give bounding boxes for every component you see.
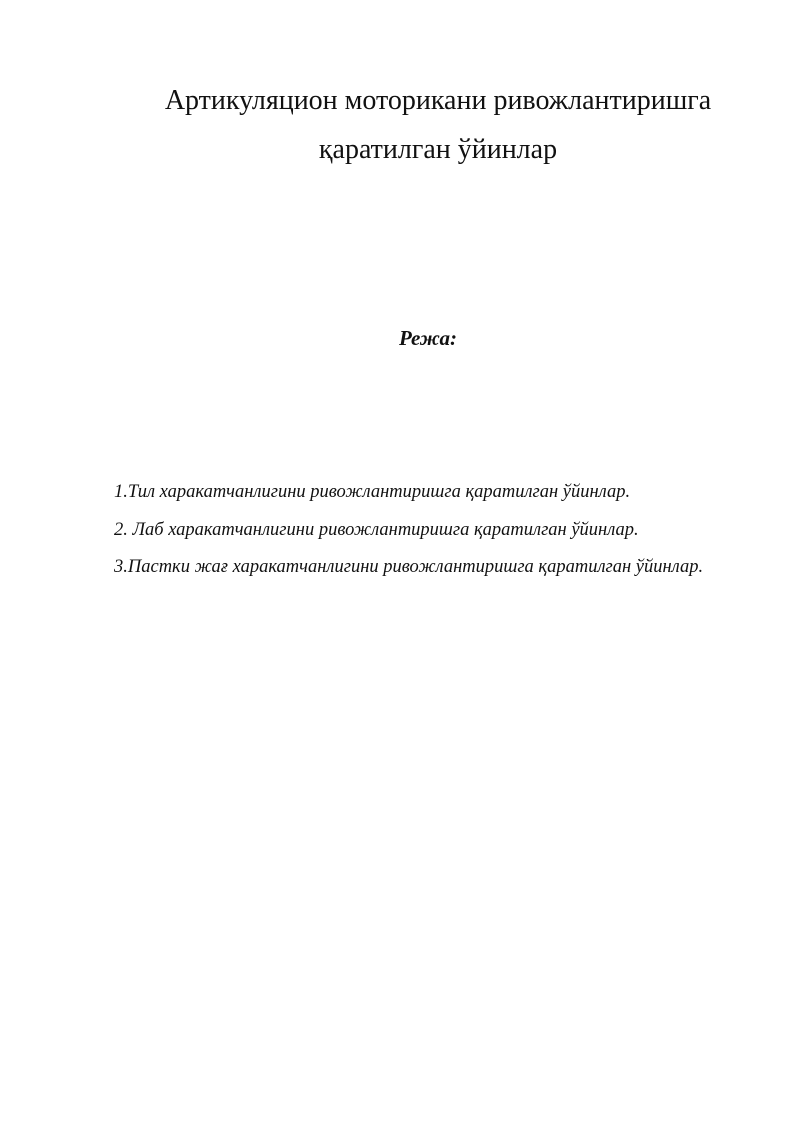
plan-list	[114, 474, 728, 587]
plan-item-3: 3.Пастки жағ харакатчанлигини ривожлантиришга қаратилган ўйинлар.	[114, 557, 704, 577]
title-line-1: Артикуляцион моторикани ривожлантиришга	[164, 85, 712, 116]
title-line-2: қаратилган ўйинлар	[318, 134, 558, 165]
plan-heading: Режа:	[398, 326, 458, 350]
plan-item-2: 2. Лаб харакатчанлигини ривожлантиришга қаратилган ўйинлар.	[114, 519, 639, 540]
plan-item-1: 1.Тил харакатчанлигини ривожлантиришга қаратилган ўйинлар.	[114, 482, 631, 502]
document-title	[110, 76, 740, 174]
